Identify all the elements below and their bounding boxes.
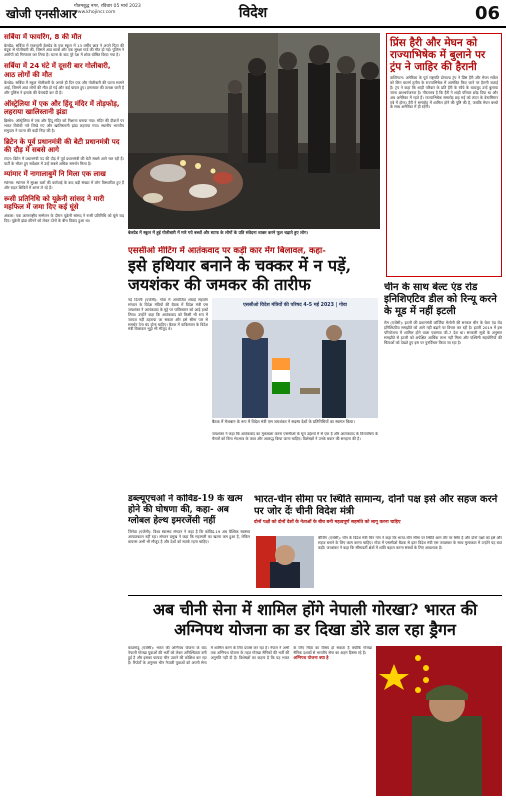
- photo-caption: बैठक में मेजबान के रूप में विदेश मंत्री एस जयशंकर ने सदस्य देशों के प्रतिनिधियों का स्वागत किया।: [212, 419, 355, 424]
- minister-photo: [256, 536, 314, 588]
- story-body: काठमांडू (एजेंसी): भारत की अग्निपथ योजना के बाद नेपाली गोरखा युवाओं की भर्ती को लेकर अनिश्चितता बनी हुई है और इसका फायदा चीन उठाने की कोशिश कर रहा है। रिपोर्टों के अनुसार चीन नेपाली युवाओं को अपनी सेना में शामिल करने के लिए प्रयास कर रहा है। नेपाल ने अभी तक अग्निपथ योजना के तहत गोरखा सैनिकों की भर्ती की अनुमति नहीं दी है। विशेषज्ञों का कहना है कि यह भारत के लिए चिंता का विषय हो सकता है क्योंकि गोरखा सैनिक दशकों से भारतीय सेना का अहम हिस्सा रहे हैं। अग्निपथ योजना क्या है: [128, 646, 372, 665]
- story-body: लंदन: ब्रिटेन में प्रधानमंत्री पद की दौड़ में पूर्व प्रधानमंत्री की बेटी सबसे आगे चल रही हैं। पार्टी के भीतर हुए सर्वेक्षण में उन्हें सबसे अधिक समर्थन मिला है।: [4, 155, 124, 166]
- left-story: [4, 195, 124, 224]
- story-body: ब्रिस्बेन: ऑस्ट्रेलिया में एक और हिंदू मंदिर को निशाना बनाया गया। मंदिर की दीवारों पर भारत विरोधी नारे लिखे गए और खालिस्तानी झंडा लहराया गया। स्थानीय भारतीय समुदाय ने घटना की कड़ी निंदा की है।: [4, 117, 124, 133]
- story-kicker: एससीओ मीटिंग में आतंकवाद पर कड़ी कार मेंग बिलावल, कहा-: [128, 246, 326, 256]
- photo-caption: बेलग्रेड में स्कूल में हुई गोलीबारी में मारे गये बच्चों और स्टाफ के लोगों के प्रति संवेदना व्यक्त करने फूल चढ़ाते हुए लोग।: [128, 230, 309, 235]
- brand-logo: खोजी एनसीआर: [6, 7, 77, 21]
- right-story: [386, 33, 502, 277]
- story-column: जयशंकर ने कहा कि आतंकवाद का मुकाबला करना एससीओ के मूल उद्देश्यों में से एक है और आतंकवाद के वित्तपोषण के चैनलों को बिना भेदभाव के जब्त और अवरुद्ध किया जाना चाहिए। विशेषज्ञों ने उनके बयान की सराहना की है।: [212, 432, 378, 441]
- gorkha-story: [128, 600, 502, 796]
- minister-graphic: [256, 536, 314, 588]
- story-column: नई दिल्ली (एजेंसी): गोवा में आयोजित शंघाई सहयोग संगठन के विदेश मंत्रियों की बैठक में विदेश मंत्री एस जयशंकर ने आतंकवाद के मुद्दे पर पाकिस्तान को आड़े हाथों लिया। उन्होंने कहा कि आतंकवाद को किसी भी रूप में जायज नहीं ठहराया जा सकता और इसे सीमा पार से समर्थन देना बंद होना चाहिए। बैठक में पाकिस्तान के विदेश मंत्री बिलावल भुट्टो भी मौजूद थे।: [128, 298, 208, 332]
- story-body: बीजिंग (एजेंसी): चीन के विदेश मंत्री चिन गांग ने कहा कि भारत-चीन सीमा पर स्थिति आम तौर पर स्थिर है और दोनों पक्षों को इसे और सहज बनाने के लिए काम करना चाहिए। गोवा में एससीओ बैठक से इतर विदेश मंत्री एस जयशंकर के साथ मुलाकात में उन्होंने यह बात कही। जयशंकर ने कहा कि सीमावर्ती क्षेत्रों में शांति बहाल करना संबंधों के लिए आवश्यक है।: [318, 536, 502, 550]
- who-story: [128, 494, 250, 590]
- left-story: [4, 170, 124, 190]
- sco-meeting-graphic: [212, 298, 378, 418]
- soldier-graphic: [376, 646, 502, 796]
- soldier-photo: [376, 646, 502, 796]
- story-title: सर्बिया में 24 घंटे में दूसरी बार गोलीबारी, आठ लोगों की मौत: [4, 62, 111, 79]
- story-title: ब्रिटेन के पूर्व प्रधानमंत्री की बेटी प्रधानमंत्री पद की दौड़ में सबसे आगे: [4, 137, 120, 155]
- dateline: गौतमबुद्ध नगर, रविवार 05 मार्च 2023 www.khojincr.com: [74, 4, 141, 15]
- italy-story: [384, 282, 502, 490]
- story-headline: अब चीनी सेना में शामिल होंगे नेपाली गोरखा? भारत की अग्निपथ योजना का डर दिखा डोरे डाल रहा ड्रैगन: [152, 600, 478, 639]
- story-title: म्यांमार में नागालाबुमें नि मिला एक लाख: [4, 170, 106, 179]
- memorial-photo: [128, 33, 380, 229]
- border-story: [254, 494, 502, 590]
- story-title: ऑस्ट्रेलिया में एक और हिंदू मंदिर में तोड़फोड़, लहराया खालिस्तानी झंडा: [4, 99, 120, 117]
- story-body: रोम (एजेंसी): इटली की प्रधानमंत्री जॉर्जिया मेलोनी की सरकार चीन के बेल्ट एंड रोड इनिशिएटिव समझौते को आगे नहीं बढ़ाने पर विचार कर रही है। इटली 2019 में इस परियोजना में शामिल होने वाला एकमात्र जी-7 देश था। सरकारी सूत्रों के अनुसार समझौते से इटली को अपेक्षित आर्थिक लाभ नहीं मिला और पश्चिमी सहयोगियों की चिंताओं को देखते हुए इस पर पुनर्विचार किया जा रहा है।: [384, 320, 502, 345]
- memorial-photo-graphic: [128, 33, 380, 229]
- section-divider: [128, 595, 502, 596]
- masthead: [0, 0, 506, 28]
- story-headline: इसे हथियार बनाने के चक्कर में न पड़ें, जयशंकर की जमकर की तारीफ: [128, 256, 352, 294]
- story-title: चीन के साथ बेल्ट एंड रोड इनिशिएटिव डील को रिन्यू करने के मूड में नहीं इटली: [384, 282, 497, 317]
- story-title: रूसी प्रतिनिधि को यूक्रेनी सांसद ने मारी महफिल में जमा दिए कई घूंसे: [4, 194, 105, 212]
- page-number: 06: [474, 3, 500, 24]
- story-title: सर्बिया में फायरिंग, 8 की मौत: [4, 33, 82, 41]
- story-title: प्रिंस हैरी और मेघन को राज्याभिषेक में बुलाने पर ट्रंप ने जाहिर की हैरानी: [390, 37, 486, 73]
- photo-banner: एससीओ विदेश मंत्रियों की परिषद 4-5 मई 2023 | गोवा: [243, 303, 347, 308]
- left-story: [4, 33, 124, 58]
- left-column: [4, 33, 124, 796]
- section-title: विदेश: [238, 5, 268, 21]
- left-story: [4, 100, 124, 134]
- story-title: भारत-चीन सीमा पर स्थिति सामान्य, दोनों पक्ष इसे और सहज करने पर जोर देंः चीनी विदेश मंत्री: [254, 494, 498, 517]
- story-subhead: अग्निपथ योजना क्या है: [293, 654, 329, 660]
- story-title: डब्ल्यूएचओ ने कोविड-19 के खत्म होने की घोषणा की, कहा- अब ग्लोबल हेल्थ इमरजेंसी नहीं: [128, 494, 243, 526]
- story-body: वाशिंगटन: अमेरिका के पूर्व राष्ट्रपति डोनाल्ड ट्रंप ने प्रिंस हैरी और मेघन मर्केल को किंग चार्ल्स तृतीय के राज्याभिषेक में आमंत्रित किए जाने पर हैरानी जताई है। ट्रंप ने कहा कि शाही परिवार के प्रति हैरी के रवैये के बावजूद उन्हें बुलाया जाना आश्चर्यजनक है। गौरतलब है कि हैरी ने शाही परिवार छोड़ दिया था और अब अमेरिका में रहते हैं। राज्याभिषेक समारोह छह मई को लंदन के वेस्टमिंस्टर एबे में होगा। हैरी ने समारोह में शामिल होने की पुष्टि की है, जबकि मेघन बच्चों के साथ अमेरिका में ही रहेंगी।: [390, 75, 498, 110]
- story-body: अंकारा: एक अंतरराष्ट्रीय सम्मेलन के दौरान यूक्रेनी सांसद ने रूसी प्रतिनिधि को घूंसे जड़ दिए। यूक्रेनी झंडा छीनने को लेकर दोनों के बीच विवाद हुआ था।: [4, 212, 124, 223]
- story-body: म्यांमार: म्यांमार में सुरक्षा बलों की कार्रवाई के बाद बड़ी संख्या में लोग विस्थापित हुए हैं और राहत शिविरों में शरण ले रहे हैं।: [4, 179, 124, 190]
- left-story: [4, 138, 124, 167]
- story-body: जिनेवा (एजेंसी): विश्व स्वास्थ्य संगठन ने कहा है कि कोविड-19 अब वैश्विक स्वास्थ्य आपातकाल नहीं रहा। संगठन प्रमुख ने कहा कि महामारी का खतरा कम हुआ है, लेकिन वायरस अभी भी मौजूद है और देशों को सतर्क रहना चाहिए।: [128, 529, 250, 544]
- story-body: बेलग्रेड: सर्बिया में राजधानी बेलग्रेड के एक स्कूल में 13 वर्षीय छात्र ने अपने पिता की बंदूक से गोलीबारी की, जिसमें आठ छात्रों और एक सुरक्षा गार्ड की मौत हो गई। पुलिस ने आरोपी को गिरफ्तार कर लिया है। घटना के बाद पूरे देश में शोक घोषित किया गया है।: [4, 42, 124, 58]
- story-body: बेलग्रेड: सर्बिया में स्कूल गोलीबारी के अगले ही दिन एक और गोलीबारी की घटना सामने आई, जिसमें आठ लोगों की मौत हो गई और कई घायल हुए। हमलावर की तलाश जारी है और पुलिस ने इलाके की घेराबंदी कर दी है।: [4, 80, 124, 96]
- story-body: [128, 298, 380, 488]
- sco-meeting-photo: [212, 298, 378, 418]
- jaishankar-story: [128, 246, 380, 490]
- left-story: [4, 62, 124, 96]
- story-subtitle: दोनों पक्षों को दोनों देशों के नेताओं के बीच बनी महत्वपूर्ण सहमति को लागू करना चाहिए: [254, 520, 401, 525]
